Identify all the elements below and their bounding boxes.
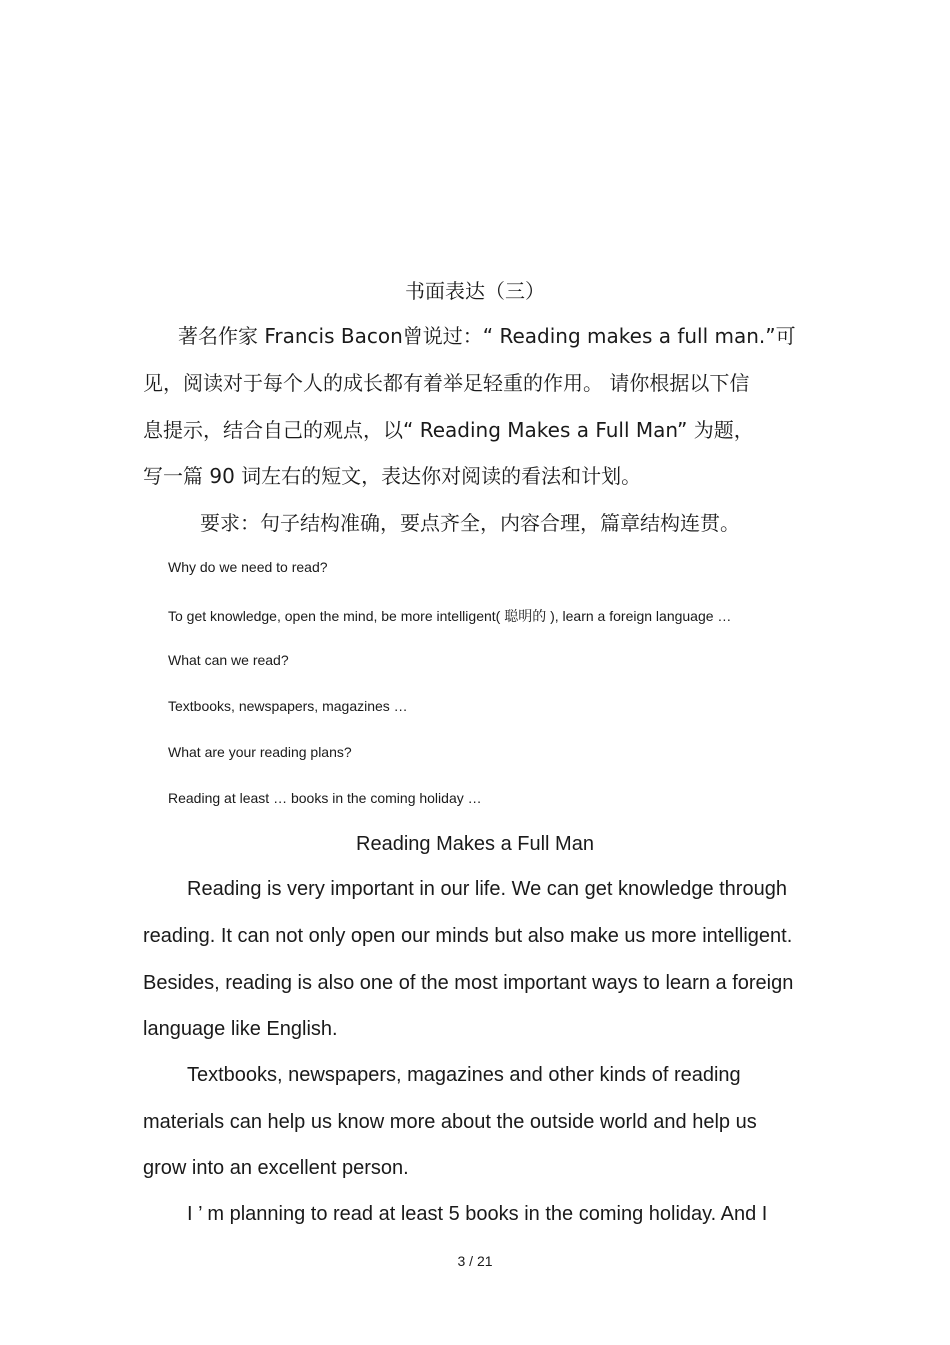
essay-line-7: grow into an excellent person. <box>143 1157 409 1179</box>
hint-question-1: Why do we need to read? <box>168 559 328 575</box>
prompt-line-3: 息提示，结合自己的观点，以“ Reading Makes a Full Man” 为题， <box>143 418 754 442</box>
essay-line-4: language like English. <box>143 1018 338 1040</box>
hint-answer-1: To get knowledge, open the mind, be more intelligent( 聪明的 ), learn a foreign language … <box>168 608 732 624</box>
prompt-line-2: 见，阅读对于每个人的成长都有着举足轻重的作用。 请你根据以下信 <box>143 371 750 395</box>
essay-title: Reading Makes a Full Man <box>356 833 594 855</box>
prompt-line-1: 著名作家 Francis Bacon曾说过：“ Reading makes a full man.”可 <box>178 324 796 348</box>
essay-line-1: Reading is very important in our life. We can get knowledge through <box>187 878 787 900</box>
essay-line-3: Besides, reading is also one of the most important ways to learn a foreign <box>143 972 794 994</box>
hint-question-2: What can we read? <box>168 652 289 668</box>
hint-question-3: What are your reading plans? <box>168 744 352 760</box>
essay-line-6: materials can help us know more about the outside world and help us <box>143 1111 757 1133</box>
essay-line-2: reading. It can not only open our minds but also make us more intelligent. <box>143 925 793 947</box>
page-number: 3 / 21 <box>457 1253 493 1269</box>
hint-answer-3: Reading at least … books in the coming holiday … <box>168 790 482 806</box>
document-title: 书面表达（三） <box>405 279 545 303</box>
prompt-line-4: 写一篇 90 词左右的短文，表达你对阅读的看法和计划。 <box>143 464 642 488</box>
essay-line-8: I ’ m planning to read at least 5 books in the coming holiday. And I <box>187 1203 768 1225</box>
requirement-text: 要求：句子结构准确，要点齐全，内容合理，篇章结构连贯。 <box>200 511 740 535</box>
essay-line-5: Textbooks, newspapers, magazines and other kinds of reading <box>187 1064 741 1086</box>
hint-answer-2: Textbooks, newspapers, magazines … <box>168 698 408 714</box>
